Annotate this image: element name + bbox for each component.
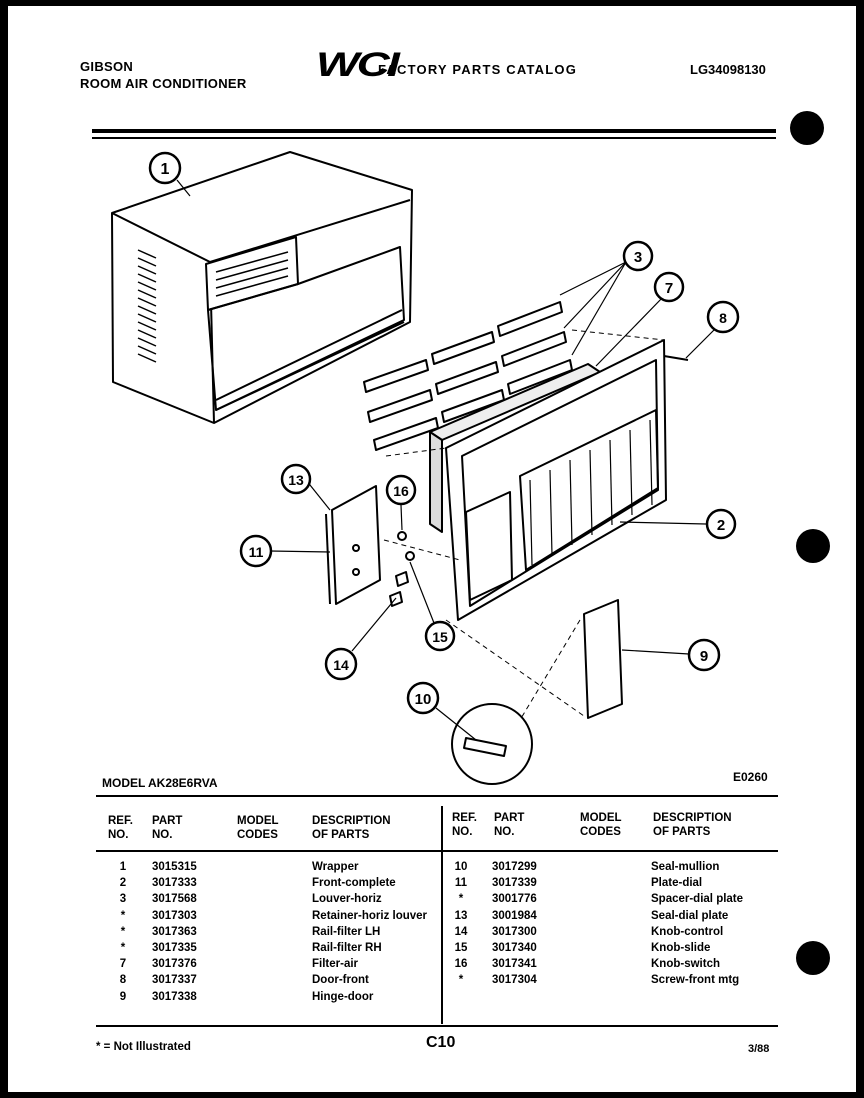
header-desc-line2: OF PARTS [653, 826, 711, 838]
table-row-desc: Rail-filter RH [312, 941, 382, 954]
table-row-ref: 16 [454, 958, 468, 971]
header-desc-left [312, 814, 391, 842]
callout-13 [282, 465, 310, 493]
callout-11 [241, 536, 271, 566]
table-row-ref: 13 [454, 909, 468, 922]
brand-name: GIBSON [80, 59, 134, 74]
header-ref-line2: NO. [108, 829, 129, 841]
table-row-desc: Knob-slide [651, 941, 711, 954]
product-name: ROOM AIR CONDITIONER [80, 76, 247, 91]
callout-15 [426, 622, 454, 650]
table-row-part: 3017568 [152, 893, 197, 906]
wci-logo: WCI [316, 46, 398, 84]
table-row-ref: 14 [454, 925, 468, 938]
table-row-desc: Seal-dial plate [651, 909, 729, 922]
table-row-ref: * [120, 925, 126, 938]
table-row-part: 3017339 [492, 877, 537, 890]
table-row-ref: 15 [454, 941, 468, 954]
callout-7 [655, 273, 683, 301]
left-ref-column [108, 859, 138, 1005]
table-row-desc: Retainer-horiz louver [312, 909, 428, 922]
header-desc-line1: DESCRIPTION [312, 815, 391, 827]
knob-switch-drawing [398, 532, 406, 540]
right-part-column [492, 859, 537, 989]
table-row-part: 3017300 [492, 925, 537, 938]
svg-text:8: 8 [719, 310, 727, 326]
table-row-desc: Filter-air [312, 958, 359, 971]
svg-text:10: 10 [414, 691, 432, 708]
header-ref-line1: REF. [452, 812, 477, 824]
table-row-part: 3017376 [152, 958, 197, 971]
dial-plate-drawing [326, 486, 380, 604]
header-part-line1: PART [152, 815, 183, 827]
table-row-desc: Rail-filter LH [312, 925, 381, 938]
table-divider [441, 806, 443, 1024]
table-row-desc: Knob-control [651, 925, 724, 938]
left-desc-column [312, 859, 427, 1005]
model-line: MODEL AK28E6RVA [102, 776, 218, 790]
document-number: LG34098130 [690, 62, 766, 77]
table-row-part: 3017363 [152, 925, 197, 938]
header-desc-right [653, 811, 732, 839]
right-desc-column [651, 859, 743, 989]
svg-text:16: 16 [393, 483, 409, 499]
callout-1 [150, 153, 180, 183]
table-row-part: 3017335 [152, 941, 197, 954]
table-row-desc: Plate-dial [651, 877, 703, 890]
svg-text:2: 2 [716, 517, 726, 534]
not-illustrated-footnote: * = Not Illustrated [96, 1041, 191, 1053]
header-ref-line1: REF. [108, 815, 133, 827]
knob-slide-drawing [406, 552, 414, 560]
table-row-ref: 2 [119, 877, 127, 890]
catalog-title: FACTORY PARTS CATALOG [378, 62, 578, 77]
table-row-ref: * [458, 974, 464, 987]
header-ref-line2: NO. [452, 826, 473, 838]
right-ref-column [446, 859, 476, 989]
header-part-line2: NO. [494, 826, 515, 838]
table-row-desc: Hinge-door [312, 990, 374, 1003]
header-ref-left [108, 814, 133, 842]
table-row-desc: Front-complete [312, 877, 396, 890]
callout-3 [624, 242, 652, 270]
svg-text:14: 14 [333, 657, 349, 673]
table-row-part: 3017340 [492, 941, 537, 954]
callout-16 [387, 476, 415, 504]
table-row-part: 3001984 [492, 909, 537, 922]
table-row-part: 3001776 [492, 893, 537, 906]
door-front-drawing [584, 600, 622, 718]
table-row-ref: * [120, 941, 126, 954]
header-ref-right [452, 811, 477, 839]
table-row-ref: * [120, 909, 126, 922]
table-row-part: 3017303 [152, 909, 197, 922]
callout-2 [707, 510, 735, 538]
header-codes-line1: MODEL [580, 812, 622, 824]
table-row-ref: 7 [119, 958, 127, 971]
left-part-column [152, 859, 197, 1005]
header-part-line1: PART [494, 812, 525, 824]
table-row-ref: 1 [119, 861, 127, 873]
table-row-desc: Knob-switch [651, 958, 720, 971]
table-row-ref: 8 [119, 974, 127, 987]
table-row-desc: Screw-front mtg [651, 974, 740, 987]
table-row-part: 3017333 [152, 877, 197, 890]
svg-text:1: 1 [160, 161, 170, 178]
table-row-part: 3017338 [152, 990, 197, 1003]
table-row-ref: 11 [454, 877, 468, 890]
table-top-rule [96, 795, 778, 797]
header-part-line2: NO. [152, 829, 173, 841]
svg-text:9: 9 [699, 648, 709, 665]
table-header-rule [96, 850, 778, 852]
table-bottom-rule [96, 1025, 778, 1027]
svg-text:3: 3 [633, 249, 643, 266]
callout-10 [708, 302, 738, 332]
header-codes-line2: CODES [237, 829, 278, 841]
header-desc-line2: OF PARTS [312, 829, 370, 841]
svg-text:7: 7 [664, 280, 674, 297]
knob-control-drawing [396, 572, 408, 586]
table-row-part: 3017337 [152, 974, 197, 987]
table-row-ref: 3 [119, 893, 127, 906]
header-codes-left [237, 814, 279, 842]
callout-8 [689, 640, 719, 670]
svg-text:13: 13 [288, 472, 304, 488]
table-row-part: 3017299 [492, 861, 537, 873]
table-row-part: 3017341 [492, 958, 537, 971]
table-row-part: 3015315 [152, 861, 197, 873]
table-row-desc: Louver-horiz [312, 893, 382, 906]
table-row-desc: Wrapper [312, 861, 359, 873]
header-part-right [494, 811, 524, 839]
table-row-desc: Door-front [312, 974, 369, 987]
punch-hole-bottom [796, 941, 830, 975]
page-number: C10 [426, 1034, 456, 1051]
table-row-ref: 10 [454, 861, 468, 873]
table-row-ref: 9 [119, 990, 127, 1003]
header-codes-line2: CODES [580, 826, 621, 838]
header-codes-line1: MODEL [237, 815, 279, 827]
callout-9 [408, 683, 438, 713]
callout-14 [326, 649, 356, 679]
table-row-desc: Seal-mullion [651, 861, 720, 873]
table-row-ref: * [458, 893, 464, 906]
header-codes-right [580, 811, 622, 839]
table-row-part: 3017304 [492, 974, 537, 987]
revision-date: 3/88 [748, 1043, 770, 1055]
header-desc-line1: DESCRIPTION [653, 812, 732, 824]
svg-text:11: 11 [248, 544, 264, 560]
diagram-code: E0260 [733, 770, 768, 784]
table-row-desc: Spacer-dial plate [651, 893, 744, 906]
svg-text:15: 15 [432, 629, 448, 645]
header-part-left [152, 814, 182, 842]
